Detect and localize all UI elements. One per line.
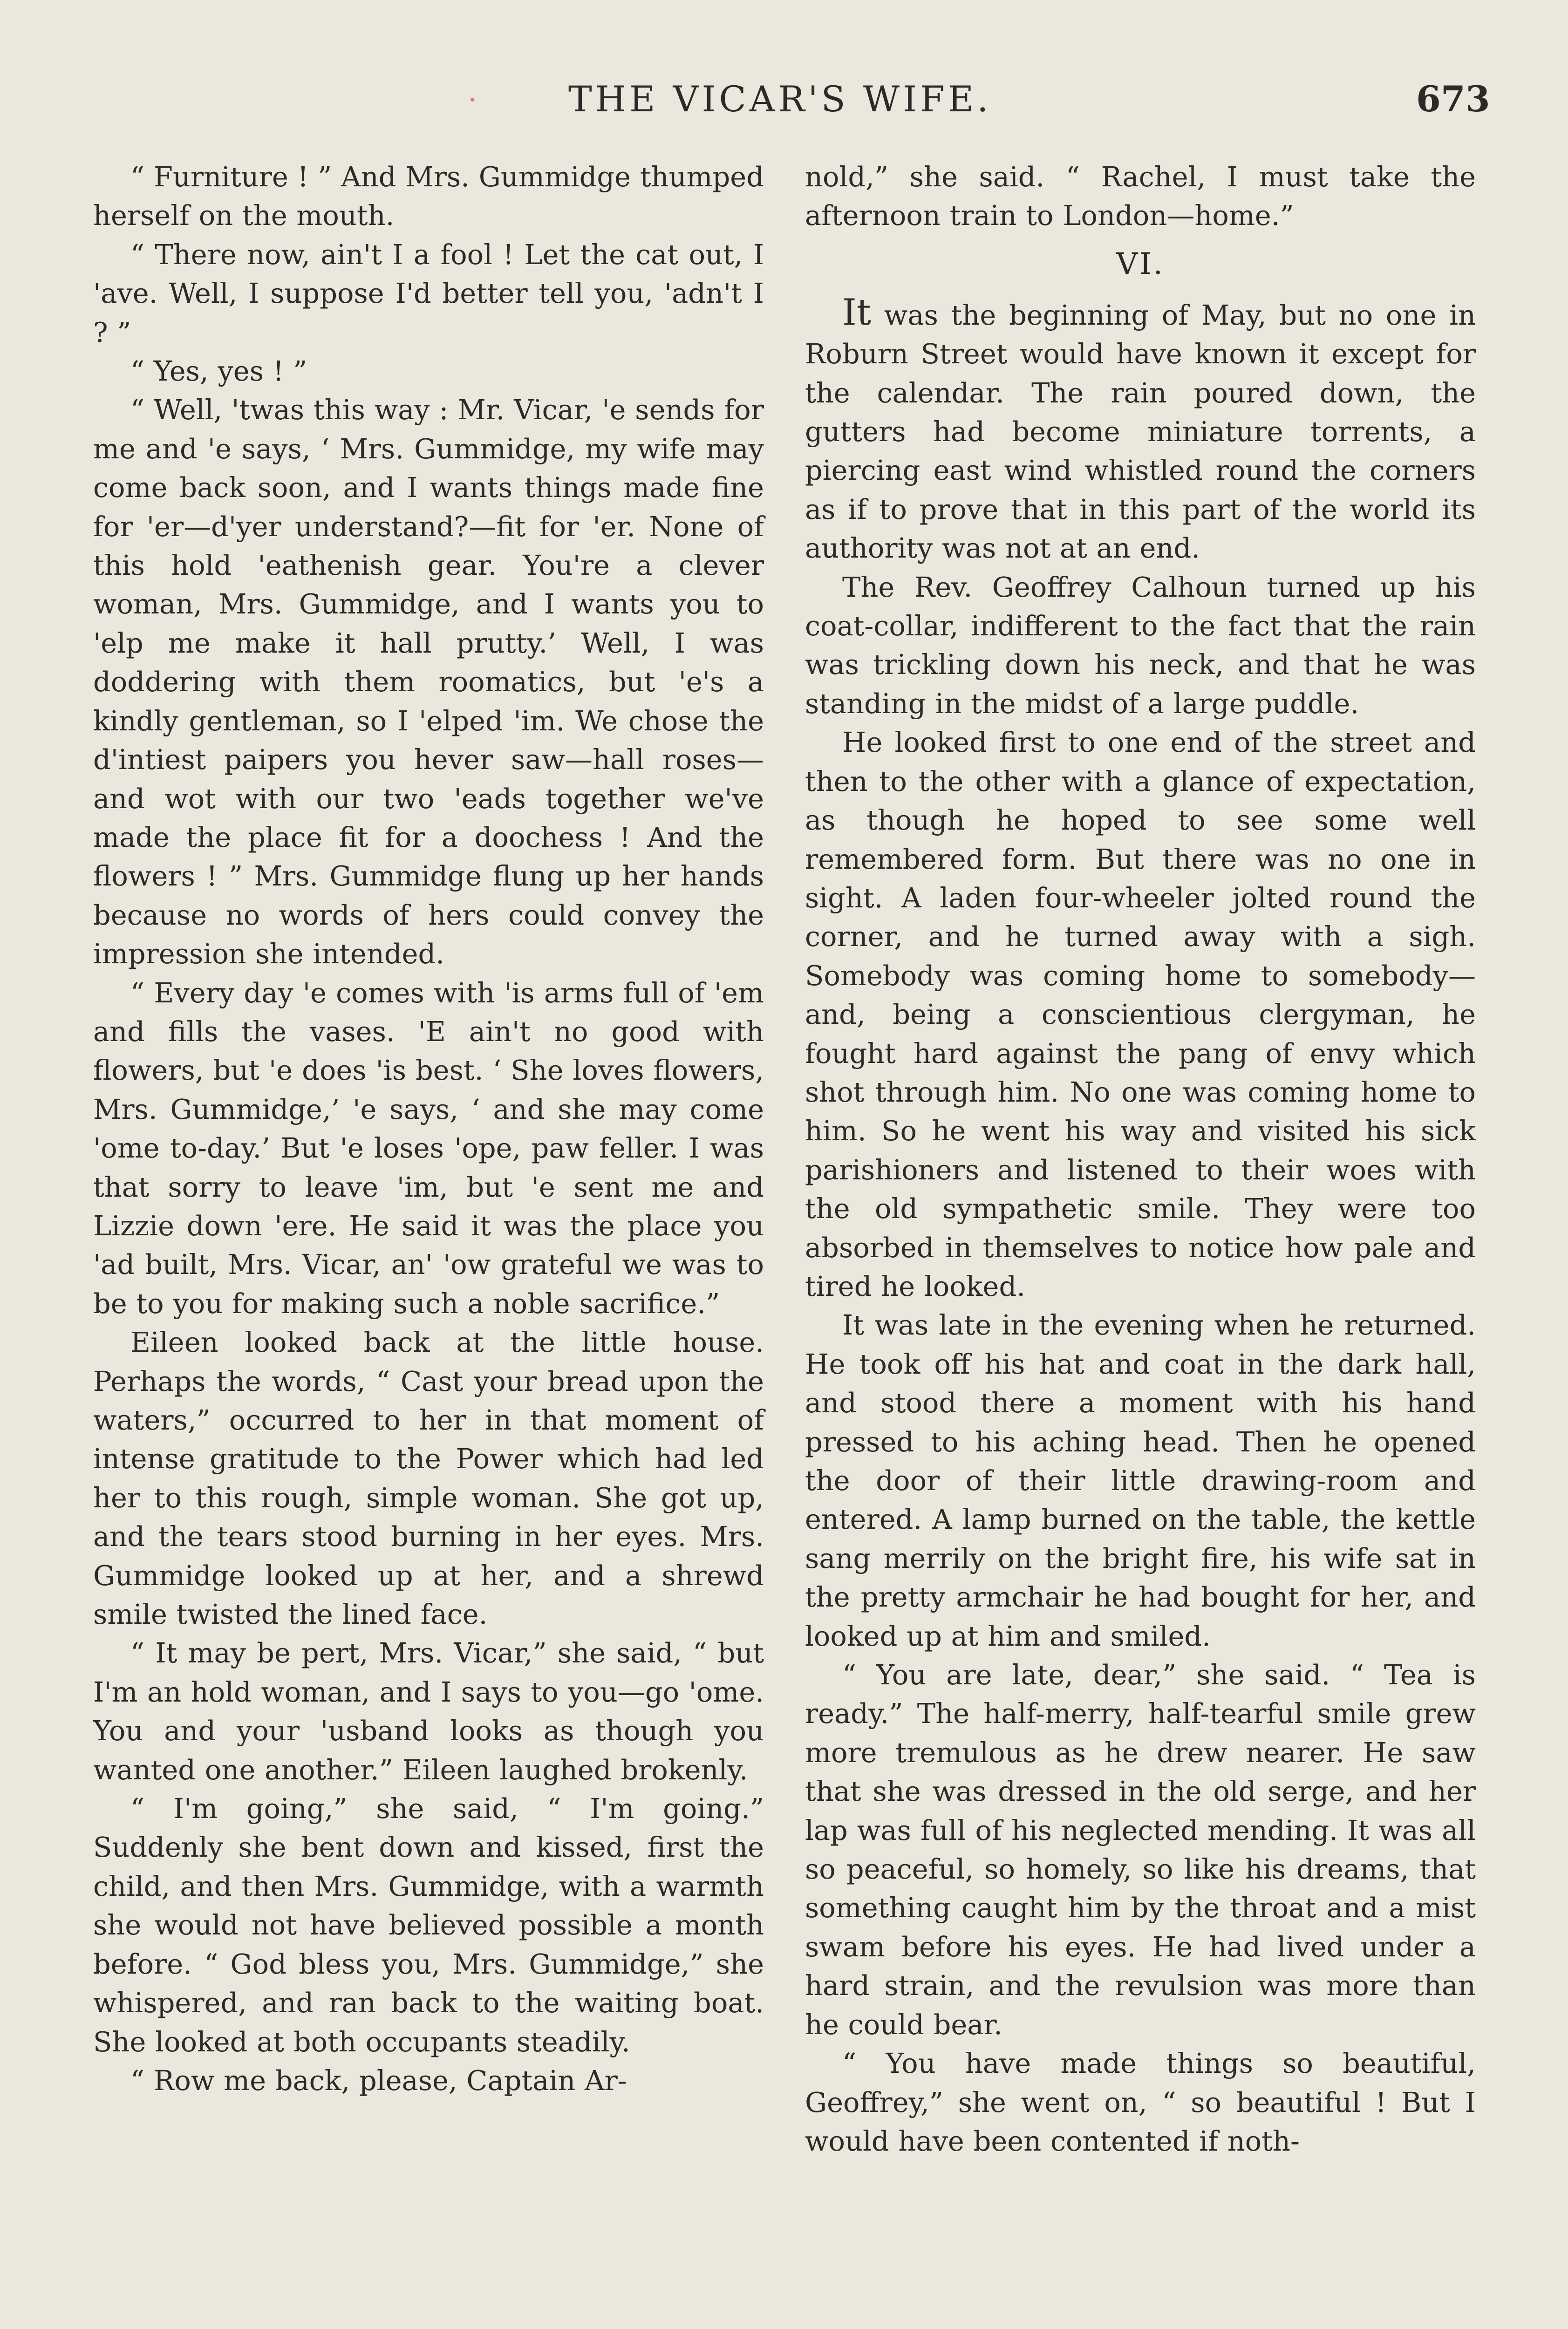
running-title: THE VICAR'S WIFE.: [568, 78, 992, 120]
paragraph: “ Well, 'twas this way : Mr. Vicar, 'e sends for me and 'e says, ‘ Mrs. Gummidge, my wife may come back soon, and I wants things made fine for 'er—d'yer understand?—fit for 'er. None of this hold 'eathenish gear. You're a clever woman, Mrs. Gummidge, and I wants you to 'elp me make it hall prutty.’ Well, I was doddering with them roomatics, but 'e's a kindly gentleman, so I 'elped 'im. We chose the d'intiest paipers you hever saw—hall roses—and wot with our two 'eads together we've made the place fit for a doochess ! And the flowers ! ” Mrs. Gummidge flung up her hands because no words of hers could convey the impression she intended.: [93, 394, 764, 970]
paragraph: The Rev. Geoffrey Calhoun turned up his coat-collar, indifferent to the fact that the rain was trickling down his neck, and that he was standing in the midst of a large puddle.: [805, 571, 1476, 720]
page-number: 673: [1416, 78, 1490, 120]
paragraph: “ Every day 'e comes with 'is arms full of 'em and fills the vases. 'E ain't no good with flowers, but 'e does 'is best. ‘ She loves flowers, Mrs. Gummidge,’ 'e says, ‘ and she may come 'ome to-day.’ But 'e loses 'ope, paw feller. I was that sorry to leave 'im, but 'e sent me and Lizzie down 'ere. He said it was the place you 'ad built, Mrs. Vicar, an' 'ow grateful we was to be to you for making such a noble sacrifice.”: [93, 976, 764, 1320]
drop-cap: It: [842, 291, 872, 334]
section-opening-paragraph: [805, 293, 1476, 568]
paragraph: “ I'm going,” she said, “ I'm going.” Suddenly she bent down and kissed, first the child, and then Mrs. Gummidge, with a warmth she would not have believed possible a month before. “ God bless you, Mrs. Gummidge,” she whispered, and ran back to the waiting boat. She looked at both occupants steadily.: [93, 1792, 764, 2058]
section-heading: VI.: [1116, 246, 1165, 281]
page-header: [0, 78, 1568, 129]
paragraph: “ You are late, dear,” she said. “ Tea is ready.” The half-merry, half-tearful smile grew more tremulous as he drew nearer. He saw that she was dressed in the old serge, and her lap was full of his neglected mending. It was all so peaceful, so homely, so like his dreams, that something caught him by the throat and a mist swam before his eyes. He had lived under a hard strain, and the revulsion was more than he could bear.: [805, 1659, 1476, 2041]
paragraph: Eileen looked back at the little house. Perhaps the words, “ Cast your bread upon the waters,” occurred to her in that moment of intense gratitude to the Power which had led her to this rough, simple woman. She got up, and the tears stood burning in her eyes. Mrs. Gummidge looked up at her, and a shrewd smile twisted the lined face.: [93, 1326, 764, 1631]
paragraph: “ Yes, yes ! ”: [130, 355, 307, 388]
paragraph: “ Row me back, please, Captain Ar-: [130, 2064, 627, 2097]
paragraph: It was late in the evening when he returned. He took off his hat and coat in the dark hall, and stood there a moment with his hand pressed to his aching head. Then he opened the door of their little drawing-room and entered. A lamp burned on the table, the kettle sang merrily on the bright fire, his wife sat in the pretty armchair he had bought for her, and looked up at him and smiled.: [805, 1309, 1476, 1652]
paragraph-text: was the beginning of May, but no one in Roburn Street would have known it except for the calendar. The rain poured down, the gutters had become miniature torrents, a piercing east wind whistled round the corners as if to prove that in this part of the world its authority was not at an end.: [805, 299, 1476, 565]
paragraph: “ There now, ain't I a fool ! Let the cat out, I 'ave. Well, I suppose I'd better tell you, 'adn't I ? ”: [93, 238, 764, 348]
paragraph: “ Furniture ! ” And Mrs. Gummidge thumped herself on the mouth.: [93, 161, 764, 232]
paragraph: “ You have made things so beautiful, Geoffrey,” she went on, “ so beautiful ! But I would have been contented if noth-: [805, 2047, 1476, 2157]
paragraph: He looked first to one end of the street and then to the other with a glance of expectation, as though he hoped to see some well remembered form. But there was no one in sight. A laden four-wheeler jolted round the corner, and he turned away with a sigh. Somebody was coming home to somebody—and, being a conscientious clergyman, he fought hard against the pang of envy which shot through him. No one was coming home to him. So he went his way and visited his sick parishioners and listened to their woes with the old sympathetic smile. They were too absorbed in themselves to notice how pale and tired he looked.: [805, 726, 1476, 1302]
paragraph: “ It may be pert, Mrs. Vicar,” she said, “ but I'm an hold woman, and I says to you—go 'ome. You and your 'usband looks as though you wanted one another.” Eileen laughed brokenly.: [93, 1637, 764, 1786]
ink-speck: [470, 98, 474, 102]
right-column: [805, 157, 1476, 2160]
left-column: [93, 157, 764, 2100]
continued-paragraph: nold,” she said. “ Rachel, I must take the afternoon train to London—home.”: [805, 161, 1476, 232]
